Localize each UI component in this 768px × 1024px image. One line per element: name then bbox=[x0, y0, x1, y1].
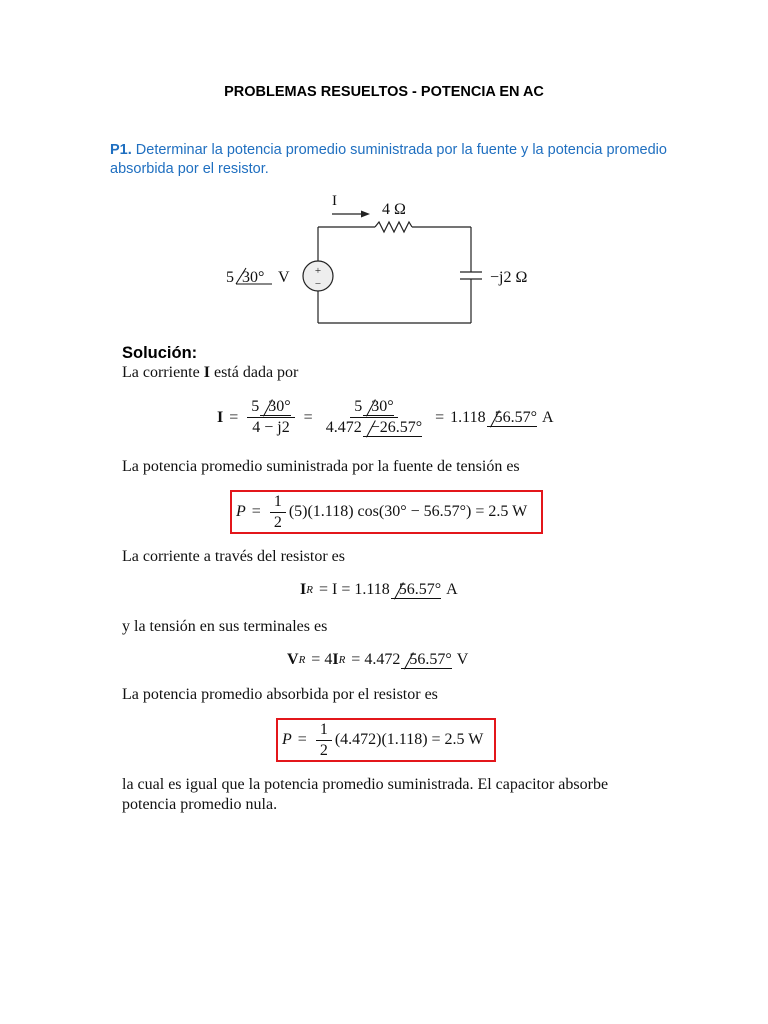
current-label: I bbox=[332, 193, 337, 209]
eq2-den: 2 bbox=[273, 513, 282, 531]
eq5-den: 2 bbox=[319, 741, 328, 759]
eq4-mid1: = 4 bbox=[311, 651, 333, 668]
solution-line-7: potencia promedio nula. bbox=[122, 796, 278, 813]
eq3-unit: A bbox=[446, 581, 458, 598]
eq1-equals-2: = bbox=[303, 408, 313, 426]
equation-current bbox=[217, 398, 554, 437]
equation-resistor-current bbox=[300, 581, 458, 599]
eq5-equals: = bbox=[297, 731, 307, 748]
line1-part-a: La corriente bbox=[122, 364, 204, 381]
source-magnitude: 5 bbox=[226, 269, 234, 286]
eq4-mid-i: I bbox=[332, 651, 339, 668]
solution-line-5: La potencia promedio absorbida por el resistor es bbox=[122, 686, 438, 703]
eq1-result-mag: 1.118 bbox=[450, 408, 486, 426]
source-plus: + bbox=[314, 265, 322, 277]
eq4-unit: V bbox=[456, 651, 469, 668]
solution-heading: Solución: bbox=[122, 344, 198, 362]
eq1-f2-num-mag: 5 bbox=[354, 398, 363, 415]
eq1-f2-den-angle: −26.57° bbox=[363, 419, 422, 437]
solution-line-6: la cual es igual que la potencia promedio suministrada. El capacitor absorbe bbox=[122, 776, 609, 793]
source-angle: 30° bbox=[242, 269, 265, 286]
circuit-diagram bbox=[220, 190, 560, 330]
eq3-angle: 56.57° bbox=[391, 581, 441, 599]
eq3-mid: = I = 1.118 bbox=[318, 581, 390, 598]
eq1-fraction-1 bbox=[247, 398, 294, 437]
eq5-fraction bbox=[316, 721, 332, 760]
source-minus: − bbox=[314, 278, 322, 290]
eq1-equals-3: = bbox=[435, 408, 445, 426]
eq5-num: 1 bbox=[316, 721, 332, 741]
eq4-lhs: V bbox=[287, 651, 299, 668]
eq1-f2-den-mag: 4.472 bbox=[325, 419, 362, 436]
eq1-fraction-2 bbox=[322, 398, 426, 437]
problem-number: P1. bbox=[110, 142, 132, 158]
equation-power-absorbed bbox=[276, 718, 496, 762]
eq5-lhs: P bbox=[282, 731, 292, 748]
resistor-label: 4 Ω bbox=[382, 201, 406, 218]
eq3-lhs-sub: R bbox=[306, 584, 313, 596]
solution-line-3: La corriente a través del resistor es bbox=[122, 548, 346, 565]
solution-line-1 bbox=[122, 364, 298, 382]
equation-power-supplied bbox=[230, 490, 543, 534]
eq1-result-unit: A bbox=[541, 408, 554, 426]
page-title: PROBLEMAS RESUELTOS - POTENCIA EN AC bbox=[224, 84, 544, 100]
eq1-equals-1: = bbox=[229, 408, 239, 426]
eq1-lhs: I bbox=[217, 408, 224, 426]
solution-line-2: La potencia promedio suministrada por la fuente de tensión es bbox=[122, 458, 520, 475]
eq4-lhs-sub: R bbox=[298, 654, 306, 666]
eq4-angle: 56.57° bbox=[401, 651, 451, 669]
problem-statement bbox=[110, 141, 670, 179]
eq2-num: 1 bbox=[270, 493, 286, 513]
eq1-f2-num-angle: 30° bbox=[363, 398, 393, 416]
solution-line-4: y la tensión en sus terminales es bbox=[122, 618, 328, 635]
eq2-equals: = bbox=[251, 503, 261, 520]
eq1-result-angle: 56.57° bbox=[487, 409, 537, 427]
eq3-lhs: I bbox=[300, 581, 307, 598]
eq2-fraction bbox=[270, 493, 286, 532]
eq2-lhs: P bbox=[236, 503, 246, 520]
eq1-f1-num-mag: 5 bbox=[251, 398, 260, 415]
eq4-mid2: = 4.472 bbox=[351, 651, 401, 668]
line1-part-c: está dada por bbox=[209, 364, 299, 381]
eq1-f1-den: 4 − j2 bbox=[252, 419, 290, 436]
source-unit: V bbox=[278, 269, 290, 286]
eq2-rest: (5)(1.118) cos(30° − 56.57°) = 2.5 W bbox=[288, 503, 528, 520]
equation-resistor-voltage bbox=[287, 651, 468, 669]
eq5-rest: (4.472)(1.118) = 2.5 W bbox=[334, 731, 484, 748]
capacitor-label: −j2 Ω bbox=[490, 269, 528, 286]
line1-bold-i: I bbox=[203, 364, 210, 381]
current-arrow-icon bbox=[361, 211, 370, 218]
resistor-symbol bbox=[375, 222, 412, 232]
eq1-f1-num-angle: 30° bbox=[260, 398, 290, 416]
problem-text: Determinar la potencia promedio suministrada por la fuente y la potencia promedio absorbida por el resistor. bbox=[110, 142, 667, 177]
eq4-mid-sub: R bbox=[338, 654, 346, 666]
